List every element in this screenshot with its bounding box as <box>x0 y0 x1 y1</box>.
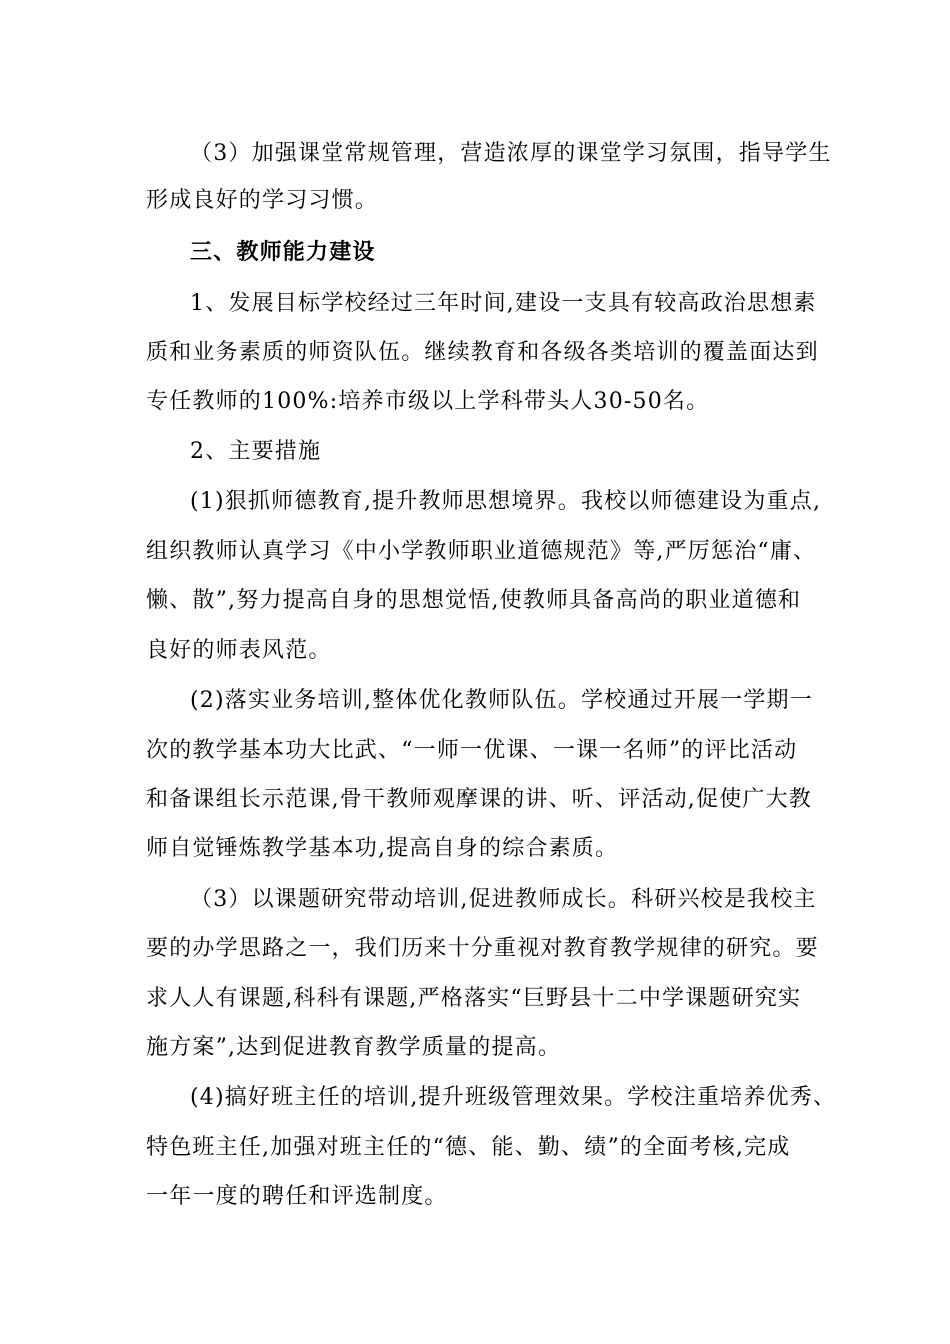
paragraph-line: (2)落实业务培训,整体优化教师队伍。学校通过开展一学期一 <box>190 688 813 713</box>
paragraph-line: 专任教师的100%:培养市级以上学科带头人30-50名。 <box>146 389 710 414</box>
paragraph-line: (4)搞好班主任的培训,提升班级管理效果。学校注重培养优秀、 <box>190 1085 837 1110</box>
paragraph-line: 组织教师认真学习《中小学教师职业道德规范》等,严厉惩治“庸、 <box>146 539 817 564</box>
paragraph-line: 形成良好的学习习惯。 <box>146 188 379 213</box>
paragraph-line: 1、发展目标学校经过三年时间,建设一支具有较高政治思想素 <box>190 291 817 316</box>
paragraph-line: 良好的师表风范。 <box>146 638 332 663</box>
paragraph-line: 一年一度的聘任和评选制度。 <box>146 1184 448 1209</box>
paragraph-line: (1)狠抓师德教育,提升教师思想境界。我校以师德建设为重点, <box>190 489 822 514</box>
paragraph-line: 求人人有课题,科科有课题,严格落实“巨野县十二中学课题研究实 <box>146 986 802 1011</box>
paragraph-line: 特色班主任,加强对班主任的“德、能、勤、绩”的全面考核,完成 <box>146 1135 791 1160</box>
paragraph-line: 质和业务素质的师资队伍。继续教育和各级各类培训的覆盖面达到 <box>146 340 819 365</box>
paragraph-line: 要的办学思路之一，我们历来十分重视对教育教学规律的研究。要 <box>146 936 819 961</box>
paragraph-line: 和备课组长示范课,骨干教师观摩课的讲、听、评活动,促使广大教 <box>146 787 812 812</box>
paragraph-line: （3）加强课堂常规管理，营造浓厚的课堂学习氛围，指导学生 <box>190 141 832 166</box>
subsection-heading: 2、主要措施 <box>190 439 322 464</box>
paragraph-line: （3）以课题研究带动培训,促进教师成长。科研兴校是我校主 <box>190 887 817 912</box>
paragraph-line: 次的教学基本功大比武、“一师一优课、一课一名师”的评比活动 <box>146 738 798 763</box>
section-heading: 三、教师能力建设 <box>190 240 376 265</box>
paragraph-line: 懒、散”,努力提高自身的思想觉悟,使教师具备高尚的职业道德和 <box>146 588 802 613</box>
paragraph-line: 师自觉锤炼教学基本功,提高自身的综合素质。 <box>146 836 619 861</box>
paragraph-line: 施方案”,达到促进教育教学质量的提高。 <box>146 1035 562 1060</box>
